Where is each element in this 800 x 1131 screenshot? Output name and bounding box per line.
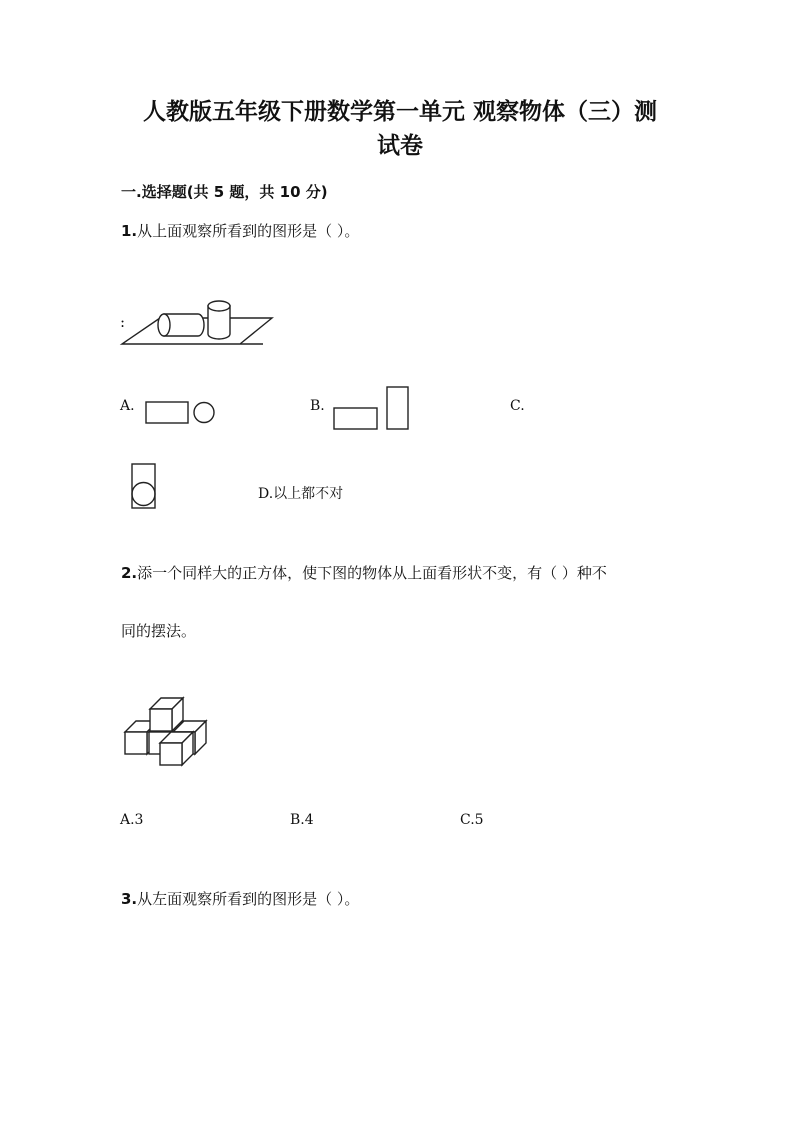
question-2-text-line1: 添一个同样大的正方体，使下图的物体从上面看形状不变，有（ ）种不 bbox=[137, 564, 607, 582]
option-1d-text: D.以上都不对 bbox=[258, 486, 344, 502]
rectangle-shape bbox=[334, 408, 377, 429]
option-1a-label: A. bbox=[120, 398, 135, 414]
question-2-figure bbox=[124, 697, 210, 767]
question-3 bbox=[121, 888, 359, 909]
option-2b: B.4 bbox=[290, 812, 314, 828]
option-1c-label: C. bbox=[510, 398, 525, 414]
question-2 bbox=[121, 562, 607, 583]
question-3-number: 3. bbox=[121, 890, 138, 908]
option-1a-figure bbox=[143, 400, 223, 426]
option-1b-label: B. bbox=[310, 398, 325, 414]
option-2a: A.3 bbox=[120, 812, 144, 828]
section-heading: 一.选择题(共 5 题，共 10 分) bbox=[121, 183, 328, 201]
question-1-number: 1. bbox=[121, 222, 138, 240]
page-title-line2: 试卷 bbox=[377, 133, 423, 159]
question-1-figure bbox=[120, 294, 280, 350]
rectangle-shape bbox=[146, 402, 188, 423]
question-1-text: 从上面观察所看到的图形是（ ）。 bbox=[137, 222, 360, 240]
question-3-text: 从左面观察所看到的图形是（ ）。 bbox=[137, 890, 360, 908]
page-title bbox=[0, 95, 800, 163]
vertical-cylinder-shape bbox=[208, 301, 230, 339]
horizontal-cylinder-shape bbox=[158, 314, 204, 336]
question-2-number: 2. bbox=[121, 564, 138, 582]
question-2-text-line2: 同的摆法。 bbox=[121, 622, 197, 640]
option-1b-figure bbox=[332, 385, 412, 433]
question-1-figure-mark: : bbox=[120, 313, 126, 331]
option-1c-figure bbox=[130, 462, 160, 510]
question-1 bbox=[121, 220, 359, 241]
page-title-line1: 人教版五年级下册数学第一单元 观察物体（三）测 bbox=[142, 99, 657, 125]
circle-shape bbox=[194, 403, 214, 423]
tall-rectangle-shape bbox=[387, 387, 408, 429]
option-2c: C.5 bbox=[460, 812, 484, 828]
circle-shape bbox=[132, 483, 155, 506]
